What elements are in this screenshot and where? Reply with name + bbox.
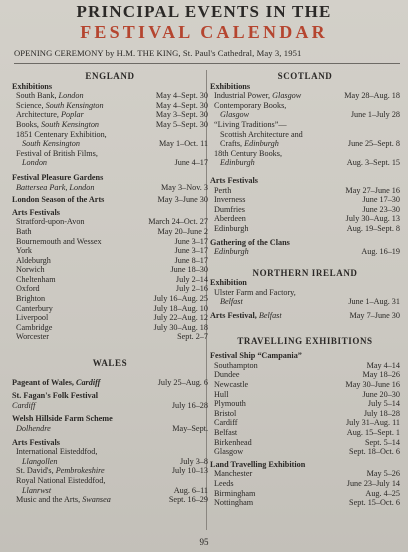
event-row: Cheltenham July 2–14 [16, 274, 208, 284]
event-row: Music and the Arts, Swansea Sept. 16–29 [16, 495, 208, 505]
scotland-arts-list [210, 186, 400, 234]
event-row: Belfast June 1–Aug. 31 [220, 297, 400, 307]
event-row: Manchester May 5–26 [214, 469, 400, 479]
event-row: Architecture, Poplar May 3–Sept. 30 [16, 110, 208, 120]
event-row: Belfast Aug. 15–Sept. 1 [214, 428, 400, 437]
event-row: Cardiff July 16–28 [12, 400, 208, 410]
scotland-heading: SCOTLAND [277, 71, 333, 81]
event-row: Contemporary Books, [214, 100, 287, 110]
event-row: South Kensington May 1–Oct. 11 [22, 139, 208, 149]
event-row: Dumfries June 23–30 [214, 204, 400, 214]
event-row: Glasgow June 1–July 28 [220, 110, 400, 120]
event-row: “Living Traditions”— [214, 119, 287, 129]
event-row: Leeds June 23–July 14 [214, 478, 400, 488]
event-row: Canterbury July 18–Aug. 10 [16, 303, 208, 313]
event-row: Battersea Park, London May 3–Nov. 3 [16, 182, 208, 192]
event-row: Scottish Architecture and [220, 129, 303, 139]
northern-ireland-heading: NORTHERN IRELAND [252, 267, 358, 278]
event-row: 1851 Centenary Exhibition, [16, 129, 107, 139]
page-number: 95 [199, 537, 209, 547]
england-arts-list [12, 217, 208, 342]
event-row: Bournemouth and Wessex June 3–17 [16, 236, 208, 246]
page-title: PRINCIPAL EVENTS IN THE [76, 2, 332, 21]
event-row: Edinburgh Aug. 3–Sept. 15 [220, 158, 400, 168]
event-row: Dolhendre May–Sept. [16, 424, 208, 433]
event-row: Perth May 27–June 16 [214, 185, 400, 195]
land-list [210, 469, 400, 507]
festival-calendar-title: FESTIVAL CALENDAR [80, 22, 328, 42]
land-exhibition-label: Land Travelling Exhibition [210, 459, 306, 469]
event-row: Inverness June 17–30 [214, 195, 400, 205]
scotland-exhibitions-label: Exhibitions [210, 81, 251, 91]
event-row: Science, South Kensington May 4–Sept. 30 [16, 100, 208, 110]
event-row: Liverpool July 22–Aug. 12 [16, 313, 208, 323]
event-row: Ulster Farm and Factory, [214, 287, 296, 297]
event-row: Brighton July 16–Aug. 25 [16, 294, 208, 304]
event-row: Newcastle May 30–June 16 [214, 380, 400, 390]
pleasure-gardens-label: Festival Pleasure Gardens [12, 172, 104, 182]
event-row: Aberdeen July 30–Aug. 13 [214, 214, 400, 224]
event-row: Cardiff July 31–Aug. 11 [214, 418, 400, 428]
wales-heading: WALES [92, 358, 128, 369]
event-row: Worcester Sept. 2–7 [16, 332, 208, 342]
travelling-heading: TRAVELLING EXHIBITIONS [237, 335, 373, 346]
event-row: Norwich June 18–30 [16, 265, 208, 275]
event-row: Llangollen July 3–8 [22, 456, 208, 466]
event-row: St. David's, Pembrokeshire July 10–13 [16, 466, 208, 476]
england-exhibitions-label: Exhibitions [12, 81, 53, 91]
wales-arts-label: Arts Festivals [12, 437, 60, 447]
event-row: Nottingham Sept. 15–Oct. 6 [214, 498, 400, 508]
event-row: Edinburgh Aug. 19–Sept. 8 [214, 223, 400, 233]
event-row: Festival of British Films, [16, 148, 98, 158]
event-row: London Season of the Arts May 3–June 30 [12, 195, 208, 205]
ni-exhibition-label: Exhibition [210, 278, 247, 288]
event-row: London June 4–17 [22, 158, 208, 168]
event-row: Cambridge July 30–Aug. 18 [16, 322, 208, 332]
england-heading: ENGLAND [85, 71, 135, 81]
event-row: Plymouth July 5–14 [214, 399, 400, 409]
scotland-arts-label: Arts Festivals [210, 175, 258, 185]
divider [14, 63, 400, 64]
opening-ceremony-line: OPENING CEREMONY by H.M. THE KING, St. Paul's Cathedral, May 3, 1951 [14, 48, 302, 58]
left-column [12, 72, 208, 505]
event-row: Hull June 20–30 [214, 389, 400, 399]
festival-ship-label: Festival Ship “Campania” [210, 351, 302, 361]
event-row: Birmingham Aug. 4–25 [214, 488, 400, 498]
farm-scheme-label: Welsh Hillside Farm Scheme [12, 414, 113, 424]
clans-label: Gathering of the Clans [210, 237, 290, 247]
fagan-label: St. Fagan's Folk Festival [12, 391, 98, 401]
event-row: Bristol July 18–28 [214, 408, 400, 418]
event-row: Royal National Eisteddfod, [16, 475, 106, 485]
event-row: Arts Festival, Belfast May 7–June 30 [210, 311, 400, 321]
event-row: Glasgow Sept. 18–Oct. 6 [214, 447, 400, 457]
event-row: 18th Century Books, [214, 148, 283, 158]
ship-list [210, 361, 400, 457]
event-row: Birkenhead Sept. 5–14 [214, 437, 400, 447]
event-row: International Eisteddfod, [16, 447, 98, 457]
event-row: Stratford-upon-Avon March 24–Oct. 27 [16, 217, 208, 227]
event-row: Oxford July 2–16 [16, 284, 208, 294]
event-row: Industrial Power, Glasgow May 28–Aug. 18 [214, 91, 400, 101]
event-row: Aldeburgh June 8–17 [16, 255, 208, 265]
england-arts-label: Arts Festivals [12, 207, 60, 217]
event-row: Southampton May 4–14 [214, 360, 400, 370]
event-row: Llanrwst Aug. 6–11 [22, 485, 208, 495]
event-row: Bath May 20–June 2 [16, 226, 208, 236]
right-column [210, 72, 400, 508]
event-row: Books, South Kensington May 5–Sept. 30 [16, 119, 208, 129]
event-row: York June 3–17 [16, 246, 208, 256]
event-row: Crafts, Edinburgh June 25–Sept. 8 [220, 139, 400, 149]
event-row: South Bank, London May 4–Sept. 30 [16, 91, 208, 101]
event-row: Edinburgh Aug. 16–19 [214, 247, 400, 257]
event-row: Dundee May 18–26 [214, 370, 400, 380]
event-row: Pageant of Wales, Cardiff July 25–Aug. 6 [12, 377, 208, 387]
